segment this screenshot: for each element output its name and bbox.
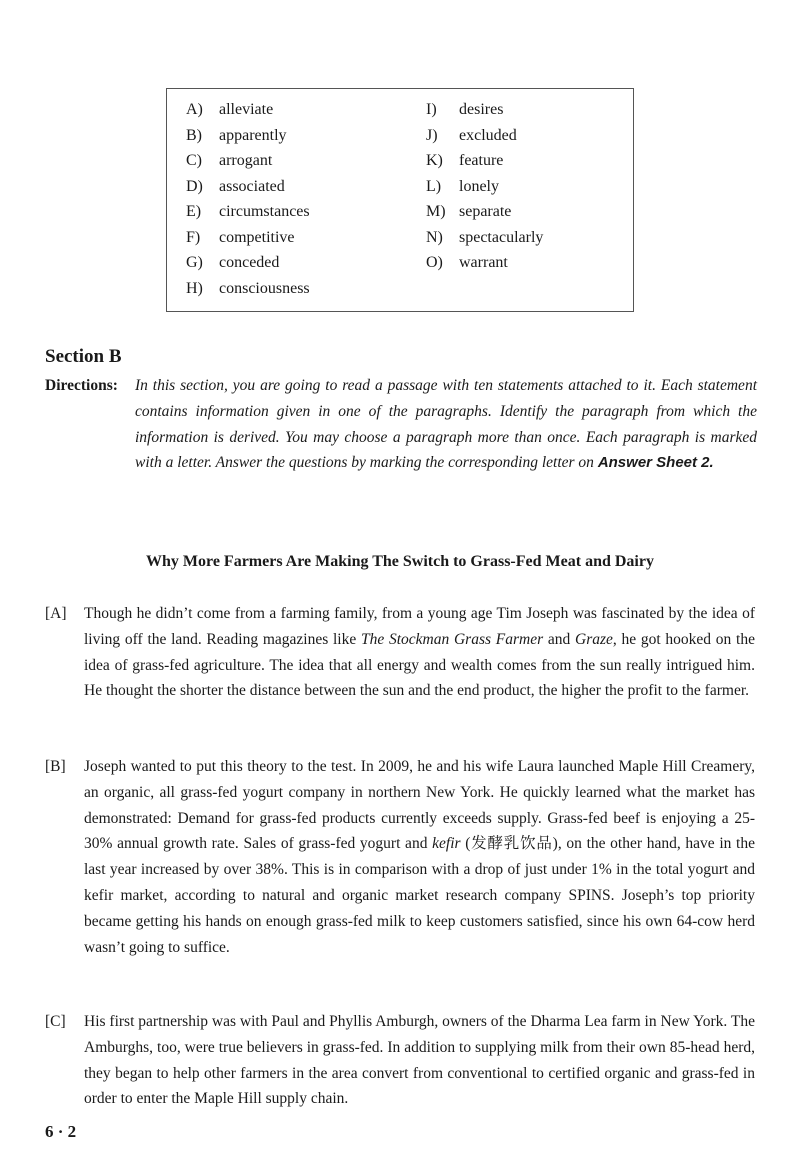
directions-text [135,373,757,476]
option-word: arrogant [219,152,273,169]
paragraph-letter: [C] [45,1013,66,1030]
option-word: apparently [219,126,287,144]
word-option [426,227,543,253]
option-word: associated [219,177,285,195]
magazine-title: The Stockman Grass Farmer [360,630,544,648]
option-letter: A) [186,101,203,118]
paragraph-text [84,754,755,960]
option-word: feature [459,152,504,169]
word-option [186,227,310,253]
option-word: consciousness [219,279,310,297]
word-bank-left-column [186,99,310,303]
option-letter: I) [426,101,437,118]
option-letter: B) [186,126,202,144]
text-run: (发酵乳饮品), on the other hand, have in the last year increased by over 38%. This is in comparison with a drop of just under 1% in the total yogurt and kefir market, according to natural and organic market research company SPINS. Joseph’s top priority became getting his hands on enough grass-fed milk to keep customers satisfied, since his own 64-cow herd wasn’t going to suffice. [84,835,755,956]
word-option [186,125,310,151]
word-option [186,150,310,176]
option-letter: K) [426,152,443,169]
word-option [426,176,543,202]
option-word: spectacularly [459,228,544,246]
word-option [186,99,310,125]
directions-body: In this section, you are going to read a passage with ten statements attached to it. Each statement contains information given in one of the paragraphs. Identify the paragraph from which the information is derived. You may choose a paragraph more than once. Each paragraph is marked with a letter. Answer the questions by marking the corresponding letter on [135,377,757,472]
text-run: , he got hooked on the idea of grass-fed agriculture. The idea that all energy and wealth comes from the sun really intrigued him. He thought the shorter the distance between the sun and the end product, the higher the profit to the farmer. [84,630,755,700]
word-option [426,99,543,125]
page-number: 6 · 2 [45,1122,77,1141]
text-run: Though he didn’t come from a farming family, from a young age Tim Joseph was fascinated by the idea of living off the land. Reading magazines like [84,605,755,648]
option-letter: C) [186,152,202,169]
word-bank-right-column [426,99,543,278]
option-word: desires [459,101,504,118]
word-option [186,176,310,202]
word-option [426,150,543,176]
text-run: and [543,630,575,648]
option-letter: E) [186,203,202,220]
option-word: excluded [459,126,517,144]
section-title: Section B [45,346,122,367]
option-word: competitive [219,228,295,246]
paragraph-text [84,601,755,704]
option-word: warrant [459,254,508,271]
directions-label: Directions: [45,377,118,394]
word-option [426,252,543,278]
option-word: lonely [459,177,499,195]
option-word: alleviate [219,101,274,118]
option-letter: G) [186,254,203,271]
word-option [186,278,310,304]
paragraph-letter: [B] [45,758,66,775]
answer-sheet-label: Answer Sheet 2. [597,454,714,472]
option-word: circumstances [219,203,310,220]
option-word: conceded [219,254,280,271]
paragraph-letter: [A] [45,605,67,622]
option-letter: H) [186,279,203,297]
option-letter: O) [426,254,443,271]
option-letter: L) [426,177,442,195]
word-option [186,201,310,227]
word-option [426,201,543,227]
option-letter: J) [426,126,438,144]
option-word: separate [459,203,512,220]
word-option [186,252,310,278]
text-run: Joseph wanted to put this theory to the test. In 2009, he and his wife Laura launched Maple Hill Creamery, an organic, all grass-fed yogurt company in northern New York. He quickly learned what the market has demonstrated: Demand for grass-fed products currently exceeds supply. Grass-fed beef is enjoying a 25-30% annual growth rate. Sales of grass-fed yogurt and [84,758,755,853]
option-letter: F) [186,228,201,246]
word-option [426,125,543,151]
passage-title: Why More Farmers Are Making The Switch to Grass-Fed Meat and Dairy [146,553,654,570]
option-letter: M) [426,203,446,220]
magazine-title: Graze [575,630,613,648]
option-letter: N) [426,228,443,246]
kefir-term: kefir [432,835,461,853]
word-bank-box [166,88,634,312]
paragraph-text: His first partnership was with Paul and Phyllis Amburgh, owners of the Dharma Lea farm in New York. The Amburghs, too, were true believers in grass-fed. In addition to supplying milk from their own 85-head herd, they began to help other farmers in the area convert from conventional to certified organic and grass-fed in order to enter the Maple Hill supply chain. [84,1013,755,1108]
option-letter: D) [186,177,203,195]
